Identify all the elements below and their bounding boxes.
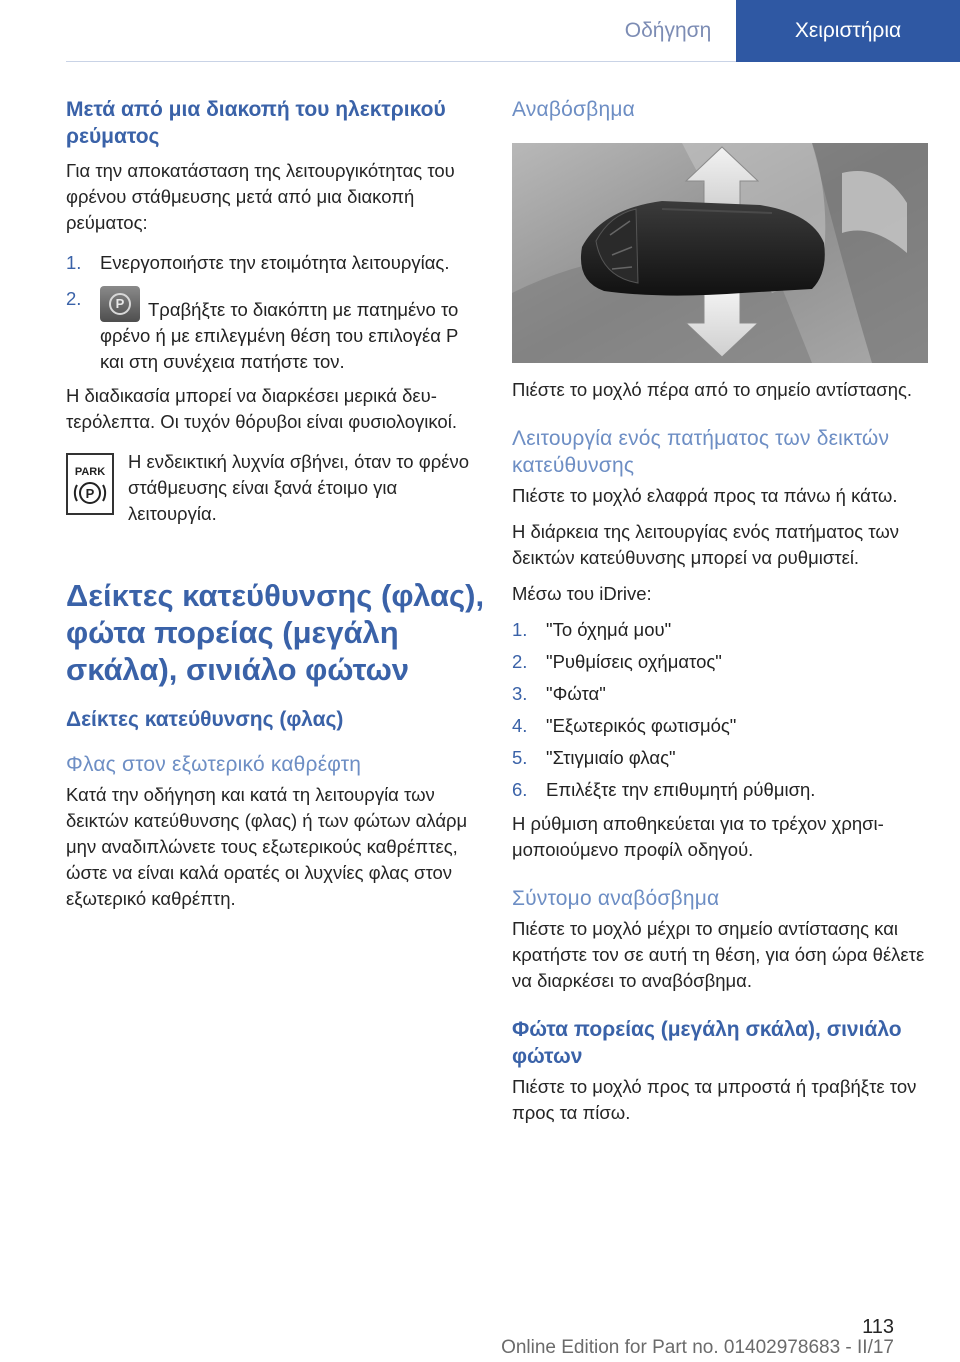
power-failure-intro: Για την αποκατάσταση της λειτουργικότητας του φρένου στάθμευσης μετά από μια διακοπή ρεύματος: — [66, 160, 455, 233]
park-label: PARK — [74, 466, 106, 478]
step-text: "Εξωτερικός φωτισμός" — [546, 715, 737, 736]
step-number: 5. — [512, 747, 528, 768]
step-text: "Φώτα" — [546, 683, 606, 704]
power-failure-heading: Μετά από μια διακοπή του ηλεκτρικού ρεύματος — [66, 98, 446, 148]
list-item — [512, 649, 928, 675]
step-text: "Ρυθμίσεις οχήματος" — [546, 651, 722, 672]
list-item — [512, 745, 928, 771]
page-number: 113 — [862, 1316, 894, 1338]
indicator-note — [66, 449, 486, 527]
step-text: Τραβήξτε το διακόπτη με πατημένο το φρένο ή με επιλεγμένη θέση του επιλογέα P και στη συνέχεια πατήστε τον. — [100, 299, 459, 372]
p-symbol: P — [109, 293, 131, 315]
turn-signal-lever-figure — [512, 143, 928, 363]
list-item — [512, 617, 928, 643]
one-touch-text: Πιέστε το μοχλό ελαφρά προς τα πάνω ή κάτω. — [512, 485, 898, 506]
list-item — [66, 286, 486, 375]
left-column — [66, 96, 486, 912]
section-main-title: Δείκτες κατεύθυνσης (φλας), φώτα πορείας (μεγάλη σκάλα), σινιάλο φώτων — [66, 578, 485, 687]
tab-driving[interactable]: Οδήγηση — [600, 0, 736, 62]
power-failure-steps — [66, 250, 486, 375]
flashing-heading: Αναβόσβημα — [512, 98, 635, 121]
chapter-tabs — [600, 0, 960, 62]
step-number: 2. — [512, 651, 528, 672]
step-number: 2. — [66, 288, 82, 309]
step-number: 6. — [512, 779, 528, 800]
via-idrive-label: Μέσω του iDrive: — [512, 583, 652, 604]
high-beams-heading: Φώτα πορείας (μεγάλη σκάλα), σινιάλο φώτων — [512, 1018, 902, 1068]
list-item — [512, 777, 928, 803]
list-item — [512, 681, 928, 707]
list-item — [512, 713, 928, 739]
mirror-signals-text: Κατά την οδήγηση και κατά τη λειτουργία των δεικτών κατεύθυνσης (φλας) ή των φώτων αλάρμ μην αναδιπλώνετε τους εξωτερικούς καθρέπτες, ώστε να είναι καλά ορατές οι λυχνίες φλας στον εξωτερικό καθρέπτη. — [66, 784, 468, 909]
short-flash-text: Πιέστε το μοχλό μέχρι το σημείο αντίστασης και κρατήστε τον σε αυτή τη θέση, για όση ώρα θέλετε να διαρκέσει το αναβόσβημα. — [512, 918, 925, 991]
flashing-text: Πιέστε το μοχλό πέρα από το σημείο αντίστασης. — [512, 379, 913, 400]
parking-brake-button-icon — [100, 286, 140, 322]
step-number: 1. — [512, 619, 528, 640]
step-text: "Το όχημά μου" — [546, 619, 672, 640]
one-touch-duration-text: Η διάρκεια της λειτουργίας ενός πατήματος των δεικτών κατεύθυνσης μπορεί να ρυθμιστεί. — [512, 521, 900, 568]
right-column — [512, 96, 928, 1126]
short-flash-heading: Σύντομο αναβόσβημα — [512, 887, 720, 910]
profile-text: Η ρύθμιση αποθηκεύεται για το τρέχον χρησιμοποιούμενο προφίλ οδηγού. — [512, 813, 884, 860]
step-text: Επιλέξτε την επιθυμητή ρύθμιση. — [546, 779, 816, 800]
procedure-duration-text: Η διαδικασία μπορεί να διαρκέσει μερικά δευτερόλεπτα. Οι τυχόν θόρυβοι είναι φυσιολογικοί. — [66, 385, 457, 432]
header-divider — [66, 61, 736, 62]
step-number: 1. — [66, 252, 82, 273]
step-text: Ενεργοποιήστε την ετοιμότητα λειτουργίας. — [100, 252, 450, 273]
step-text-with-icon — [100, 286, 486, 375]
list-item — [66, 250, 486, 276]
one-touch-heading: Λειτουργία ενός πατήματος των δεικτών κατεύθυνσης — [512, 427, 890, 477]
step-text: "Στιγμιαίο φλας" — [546, 747, 676, 768]
turn-signals-heading: Δείκτες κατεύθυνσης (φλας) — [66, 708, 344, 731]
high-beams-text: Πιέστε το μοχλό προς τα μπροστά ή τραβήξτε τον προς τα πίσω. — [512, 1076, 917, 1123]
idrive-steps — [512, 617, 928, 803]
step-number: 3. — [512, 683, 528, 704]
lever-illustration — [512, 143, 928, 363]
p-letter: P — [85, 486, 95, 501]
tab-controls[interactable]: Χειριστήρια — [736, 0, 960, 62]
step-number: 4. — [512, 715, 528, 736]
edition-footer: Online Edition for Part no. 01402978683 - II/17 — [501, 1337, 894, 1358]
mirror-signals-heading: Φλας στον εξωτερικό καθρέφτη — [66, 753, 362, 776]
park-indicator-icon — [66, 453, 114, 515]
indicator-note-text: Η ενδεικτική λυχνία σβήνει, όταν το φρένο στάθμευσης είναι ξανά έτοιμο για λειτουργία. — [128, 451, 470, 524]
